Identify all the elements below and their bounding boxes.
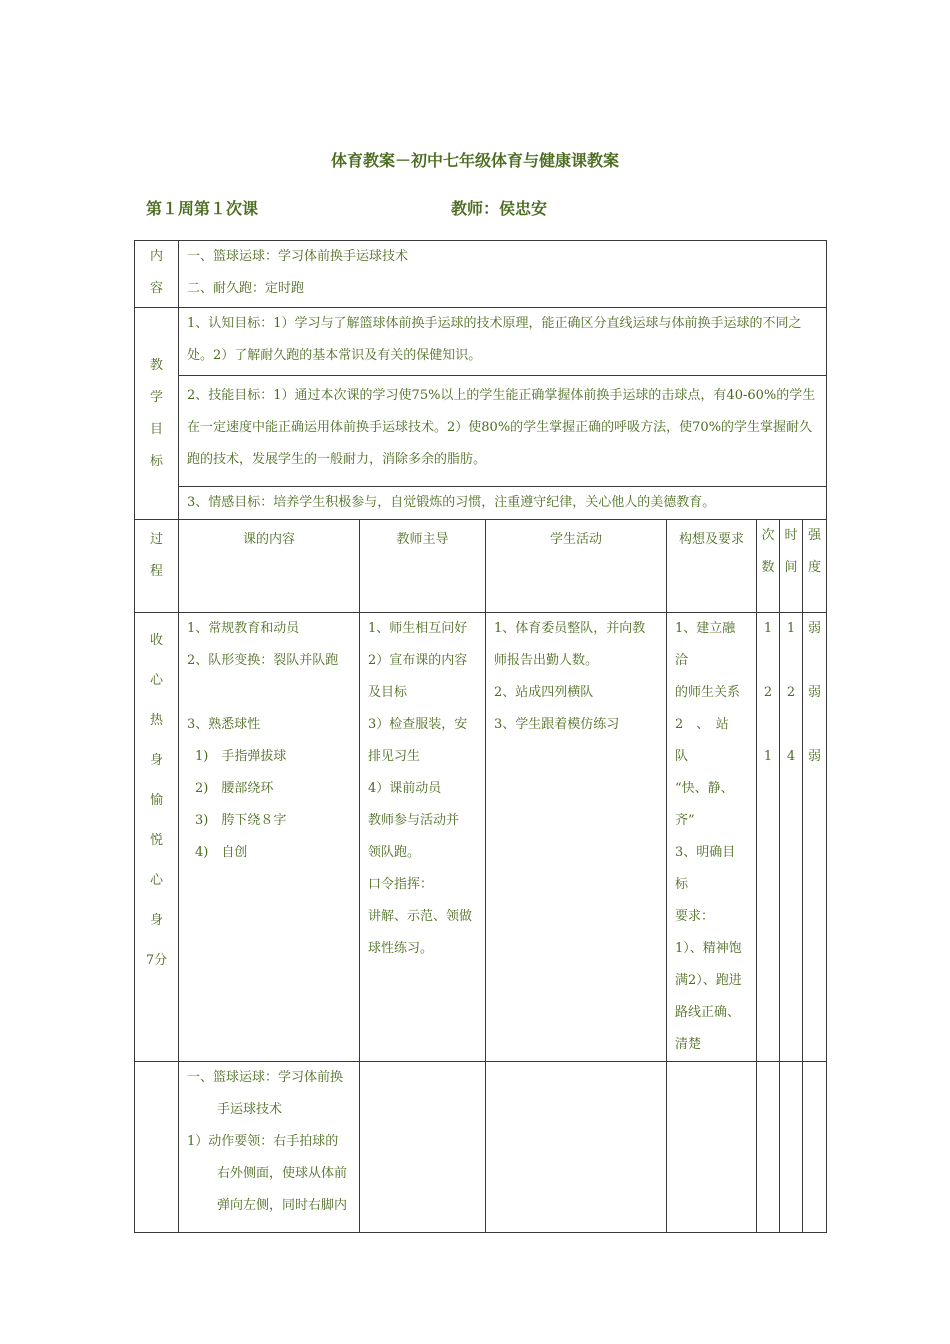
- content-row: [135, 241, 827, 308]
- header-intensity: 强 度: [803, 520, 827, 613]
- basketball-row: [135, 1062, 827, 1233]
- teacher-name: 教师：侯忠安: [451, 199, 548, 218]
- lesson-plan-table: [134, 240, 827, 1233]
- warmup-design: 1、建立融洽 的师生关系 2 、 站 队 “快、静、 齐” 3、明确目标 要求： 1）、精神饱 满2）、跑进 路线正确、 清楚: [667, 613, 757, 1062]
- warmup-teacher: 1、师生相互问好 2）宣布课的内容 及目标 3）检查服装，安 排见习生 4）课前动员 教师参与活动并 领队跑。 口令指挥： 讲解、示范、领做 球性练习。: [360, 613, 486, 1062]
- warmup-stage-label: 收 心 热 身 愉 悦 心 身 7分: [135, 613, 179, 1062]
- content-cell: 一、篮球运球：学习体前换手运球技术 二、耐久跑：定时跑: [179, 241, 827, 308]
- objective-skill: 2、技能目标：1）通过本次课的学习使75%以上的学生能正确掌握体前换手运球的击球点，有40-60%的学生在一定速度中能正确运用体前换手运球技术。2）使80%的学生掌握正确的呼吸方法，使70%的学生掌握耐久跑的技术，发展学生的一般耐力，消除多余的脂肪。: [179, 376, 827, 487]
- content-label: 内 容: [135, 241, 179, 308]
- objective-skill-row: [135, 376, 827, 487]
- header-times: 次 数: [757, 520, 780, 613]
- warmup-duration: 1 2 4: [780, 613, 803, 1062]
- warmup-intensity: 弱 弱 弱: [803, 613, 827, 1062]
- page-title: 体育教案－初中七年级体育与健康课教案: [330, 151, 619, 170]
- header-design: 构想及要求: [667, 520, 757, 613]
- warmup-student: 1、体育委员整队，并向教师报告出勤人数。 2、站成四列横队 3、学生跟着模仿练习: [486, 613, 667, 1062]
- process-header-row: [135, 520, 827, 613]
- objective-affective-row: [135, 487, 827, 520]
- basketball-times: [757, 1062, 780, 1233]
- warmup-content: 1、常规教育和动员 2、队形变换：裂队并队跑 3、熟悉球性 1) 手指弹拔球 2) 腰部绕环 3) 胯下绕８字 4) 自创: [179, 613, 360, 1062]
- basketball-content: 一、篮球运球：学习体前换 手运球技术 1）动作要领：右手拍球的 右外侧面，使球从体前 弹向左侧，同时右脚内: [179, 1062, 360, 1233]
- basketball-intensity: [803, 1062, 827, 1233]
- objective-affective: 3、情感目标：培养学生积极参与，自觉锻炼的习惯，注重遵守纪律，关心他人的美德教育。: [179, 487, 827, 520]
- process-label: 过 程: [135, 520, 179, 613]
- warmup-times: 1 2 1: [757, 613, 780, 1062]
- basketball-student: [486, 1062, 667, 1233]
- basketball-teacher: [360, 1062, 486, 1233]
- header-student: 学生活动: [486, 520, 667, 613]
- week-lesson: 第１周第１次课: [146, 199, 259, 218]
- basketball-stage-label: [135, 1062, 179, 1233]
- header-duration: 时 间: [780, 520, 803, 613]
- basketball-duration: [780, 1062, 803, 1233]
- warmup-row: [135, 613, 827, 1062]
- objectives-label: 教 学 目 标: [135, 308, 179, 520]
- objective-cognitive-row: [135, 308, 827, 376]
- header-teacher: 教师主导: [360, 520, 486, 613]
- basketball-design: [667, 1062, 757, 1233]
- objective-cognitive: 1、认知目标：1）学习与了解篮球体前换手运球的技术原理，能正确区分直线运球与体前换手运球的不同之处。2）了解耐久跑的基本常识及有关的保健知识。: [179, 308, 827, 376]
- header-content: 课的内容: [179, 520, 360, 613]
